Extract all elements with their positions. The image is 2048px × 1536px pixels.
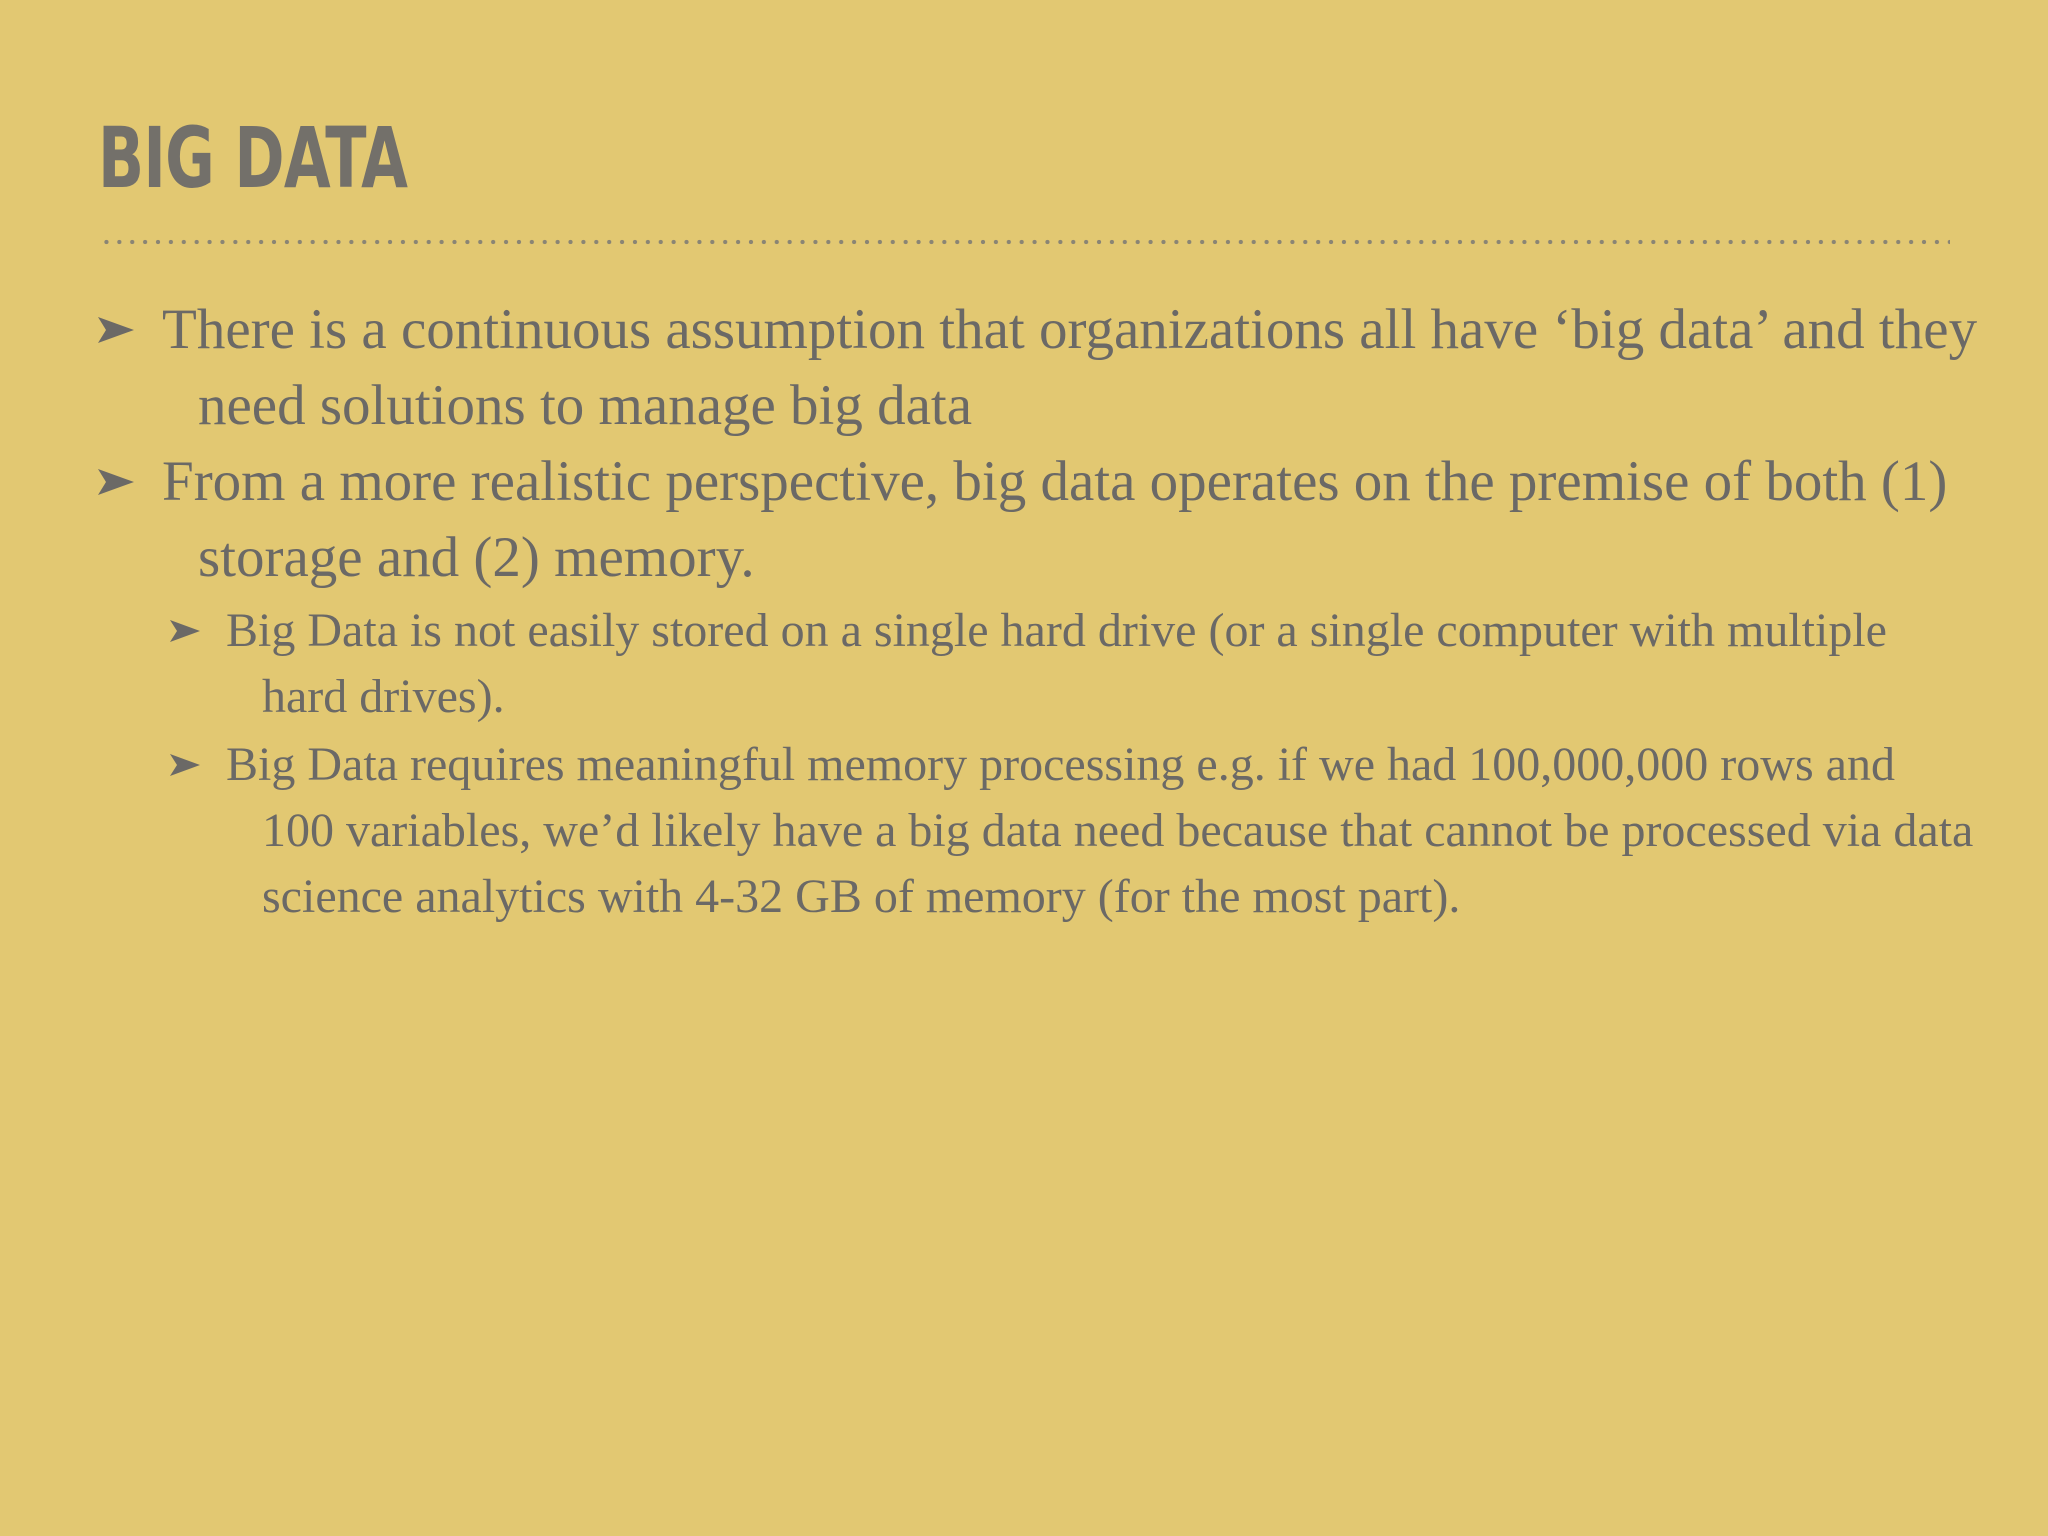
sub-bullet-item: [98, 732, 1978, 930]
title-divider: [100, 238, 1950, 246]
bullet-text: There is a continuous assumption that organizations all have ‘big data’ and they need solutions to manage big data: [162, 298, 1978, 437]
arrowhead-icon: [170, 620, 200, 642]
bullet-list: [98, 292, 1978, 930]
arrowhead-icon: [98, 469, 134, 495]
bullet-item: [98, 444, 1978, 596]
arrowhead-icon: [98, 317, 134, 343]
arrowhead-icon: [170, 754, 200, 776]
sub-bullet-text: Big Data requires meaningful memory processing e.g. if we had 100,000,000 rows and 100 variables, we’d likely have a big data need because that cannot be processed via data science analytics with 4-32 GB of memory (for the most part).: [226, 738, 1974, 923]
bullet-item: [98, 292, 1978, 444]
slide-title: BIG DATA: [98, 109, 408, 207]
sub-bullet-text: Big Data is not easily stored on a single hard drive (or a single computer with multiple hard drives).: [226, 604, 1887, 723]
sub-bullet-item: [98, 598, 1978, 730]
bullet-text: From a more realistic perspective, big data operates on the premise of both (1) storage and (2) memory.: [162, 450, 1948, 589]
